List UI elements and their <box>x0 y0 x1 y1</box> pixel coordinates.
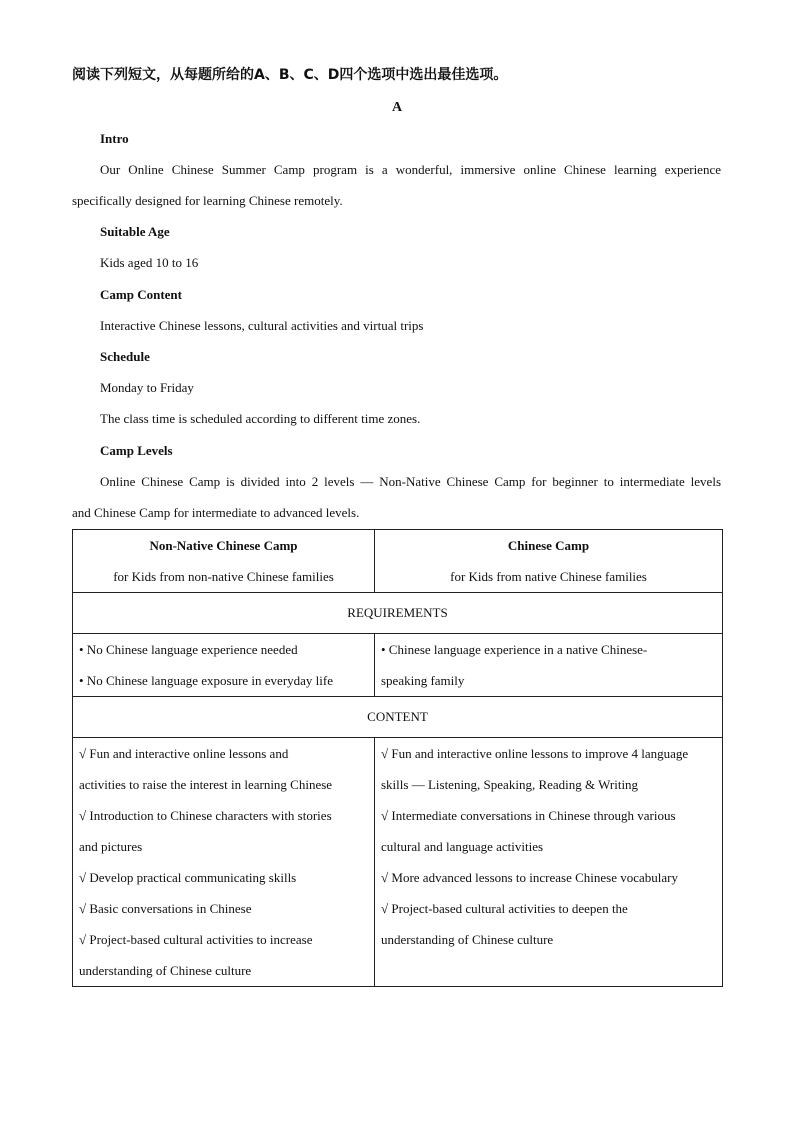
intro-text-line1: Our Online Chinese Summer Camp program is a wonderful, immersive online Chinese learning experience <box>100 162 721 177</box>
camp-content-text: Interactive Chinese lessons, cultural activities and virtual trips <box>100 318 424 333</box>
requirements-row <box>73 634 723 697</box>
list-item: √ Fun and interactive online lessons and <box>79 746 289 761</box>
list-item: • No Chinese language exposure in everyday life <box>79 673 333 688</box>
list-item: • Chinese language experience in a native Chinese- <box>381 642 648 657</box>
list-item: √ Develop practical communicating skills <box>79 870 297 885</box>
chinese-camp-requirements <box>375 634 723 697</box>
chinese-camp-title: Chinese Camp <box>507 538 590 553</box>
list-item: cultural and language activities <box>381 839 544 854</box>
chinese-camp-content <box>375 738 723 987</box>
instruction-text: 阅读下列短文，从每题所给的A、B、C、D四个选项中选出最佳选项。 <box>72 67 508 83</box>
schedule-text-line1: Monday to Friday <box>100 380 194 395</box>
requirements-heading-row <box>73 593 723 634</box>
content-heading-row <box>73 697 723 738</box>
camp-levels-text-line1: Online Chinese Camp is divided into 2 levels — Non-Native Chinese Camp for beginner to intermediate levels <box>100 474 721 489</box>
list-item: √ More advanced lessons to increase Chinese vocabulary <box>381 870 679 885</box>
suitable-age-text: Kids aged 10 to 16 <box>100 255 199 270</box>
list-item: √ Intermediate conversations in Chinese through various <box>381 808 676 823</box>
non-native-camp-subtitle: for Kids from non-native Chinese families <box>113 569 334 584</box>
list-item: • No Chinese language experience needed <box>79 642 298 657</box>
list-item: and pictures <box>79 839 143 854</box>
chinese-camp-subtitle: for Kids from native Chinese families <box>450 569 647 584</box>
list-item: √ Fun and interactive online lessons to improve 4 language <box>381 746 689 761</box>
camp-content-heading: Camp Content <box>100 287 182 302</box>
list-item: activities to raise the interest in learning Chinese <box>79 777 333 792</box>
passage-label: A <box>391 100 403 115</box>
list-item: √ Introduction to Chinese characters with stories <box>79 808 332 823</box>
list-item: √ Project-based cultural activities to deepen the <box>381 901 628 916</box>
non-native-camp-title: Non-Native Chinese Camp <box>149 538 298 553</box>
intro-text-line2: specifically designed for learning Chinese remotely. <box>72 193 343 208</box>
list-item: understanding of Chinese culture <box>381 932 554 947</box>
camp-comparison-table <box>72 529 723 987</box>
chinese-camp-header <box>375 530 723 593</box>
requirements-heading: REQUIREMENTS <box>73 593 723 634</box>
list-item: skills — Listening, Speaking, Reading & Writing <box>381 777 639 792</box>
intro-heading: Intro <box>100 131 129 146</box>
list-item: speaking family <box>381 673 465 688</box>
list-item: understanding of Chinese culture <box>79 963 252 978</box>
schedule-heading: Schedule <box>100 349 150 364</box>
camp-levels-text-line2: and Chinese Camp for intermediate to advanced levels. <box>72 505 360 520</box>
non-native-camp-header <box>73 530 375 593</box>
content-row <box>73 738 723 987</box>
table-header-row <box>73 530 723 593</box>
non-native-requirements <box>73 634 375 697</box>
content-heading: CONTENT <box>73 697 723 738</box>
non-native-content <box>73 738 375 987</box>
camp-levels-heading: Camp Levels <box>100 443 173 458</box>
list-item: √ Basic conversations in Chinese <box>79 901 252 916</box>
list-item: √ Project-based cultural activities to increase <box>79 932 313 947</box>
schedule-text-line2: The class time is scheduled according to different time zones. <box>100 411 421 426</box>
suitable-age-heading: Suitable Age <box>100 224 170 239</box>
